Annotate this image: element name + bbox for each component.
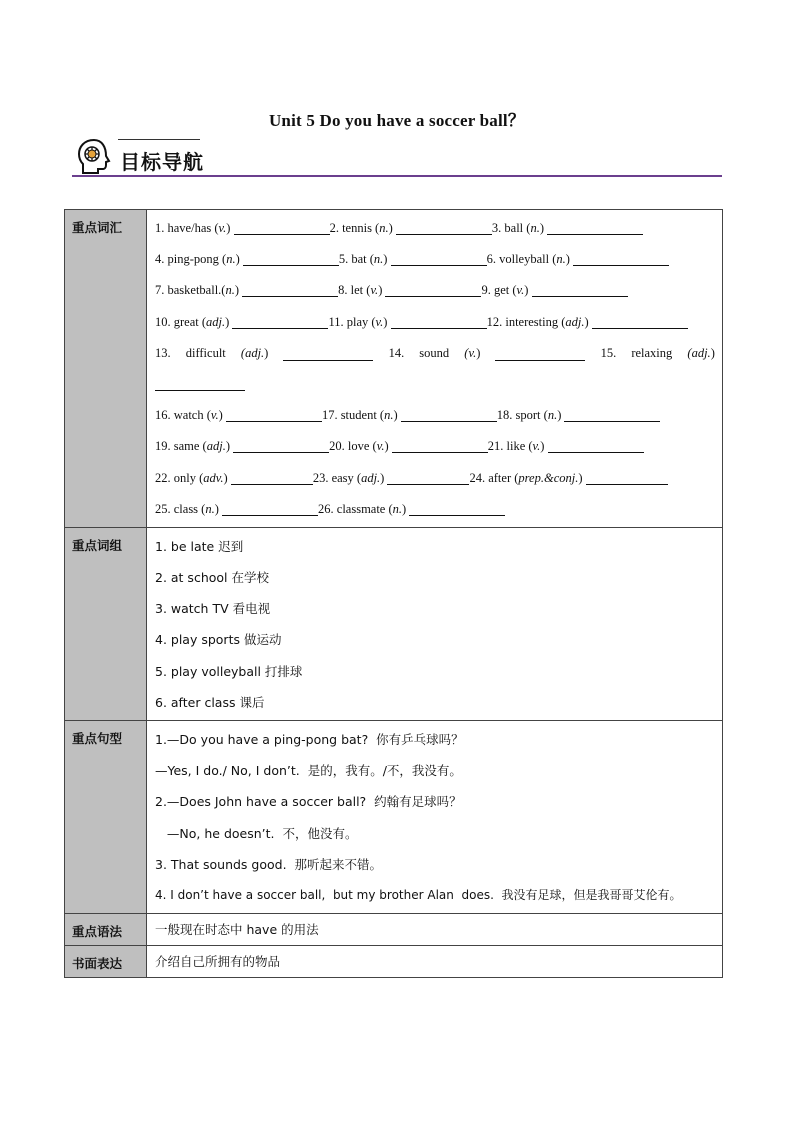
vocab-word: 11. play (	[328, 314, 376, 329]
sentence-item: 1.—Do you have a ping-pong bat? 你有乒乓球吗？	[155, 732, 464, 747]
sentence-item: —Yes, I do./ No, I don’t. 是的，我有。/不，我没有。	[155, 763, 462, 779]
vocab-part-of-speech: n.	[530, 221, 540, 235]
vocab-line	[155, 369, 715, 400]
answer-blank[interactable]	[231, 470, 313, 485]
vocab-word: 12. interesting (	[486, 314, 566, 329]
vocab-paren: )	[383, 252, 391, 267]
answer-blank[interactable]	[155, 376, 245, 391]
vocab-paren: )	[565, 252, 574, 267]
answer-blank[interactable]	[391, 251, 487, 266]
vocab-word: sound	[419, 345, 450, 360]
vocab-paren: )	[226, 221, 234, 235]
vocab-word: 26. classmate (	[318, 501, 393, 516]
vocab-word: 8. let (	[338, 283, 371, 298]
vocab-word: 17. student (	[321, 408, 385, 423]
vocab-part-of-speech: v.	[370, 283, 379, 298]
answer-blank[interactable]	[385, 282, 481, 297]
vocab-word: 14.	[388, 345, 405, 360]
answer-blank[interactable]	[392, 438, 488, 453]
vocab-item	[487, 244, 669, 275]
answer-blank[interactable]	[243, 251, 339, 266]
vocab-paren: (v.)	[464, 345, 481, 360]
vocab-word: 23. easy (	[312, 470, 362, 485]
vocab-line	[155, 307, 715, 338]
vocab-part-of-speech: adj.	[206, 439, 226, 454]
vocab-paren: )	[384, 439, 392, 454]
vocab-item	[469, 463, 667, 494]
grammar-label: 重点语法	[65, 914, 147, 946]
answer-blank[interactable]	[283, 346, 373, 361]
writing-row	[65, 946, 723, 978]
answer-blank[interactable]	[226, 407, 322, 422]
vocab-line	[155, 431, 715, 462]
vocab-part-of-speech: v.	[375, 314, 384, 329]
vocab-paren: )	[235, 252, 243, 267]
vocab-item	[155, 400, 322, 431]
vocab-part-of-speech: n.	[225, 283, 235, 298]
vocab-part-of-speech: n.	[205, 501, 215, 516]
answer-blank[interactable]	[234, 220, 330, 235]
vocab-item	[488, 431, 644, 462]
vocab-word: 19. same (	[155, 439, 207, 454]
phrase-item: 3. watch TV 看电视	[155, 601, 271, 617]
vocab-item	[313, 463, 470, 494]
vocab-item	[492, 213, 643, 244]
vocab-word: difficult	[185, 345, 226, 360]
vocab-item	[497, 400, 661, 431]
vocab-item	[481, 275, 627, 306]
vocab-part-of-speech: v.	[516, 283, 525, 298]
vocab-word: 3. ball (	[491, 221, 531, 235]
vocab-paren: (adj.)	[240, 345, 269, 360]
vocab-line	[155, 400, 715, 431]
vocab-word: 15.	[600, 345, 617, 360]
vocab-item	[318, 494, 505, 525]
vocab-paren: )	[225, 314, 233, 329]
writing-label: 书面表达	[65, 946, 147, 978]
answer-blank[interactable]	[242, 282, 338, 297]
vocab-word: 16. watch (	[155, 408, 211, 423]
sentences-label: 重点句型	[65, 721, 147, 914]
vocab-word: 25. class (	[155, 501, 206, 516]
vocab-paren: )	[378, 283, 386, 298]
vocab-content	[147, 210, 723, 528]
answer-blank[interactable]	[233, 438, 329, 453]
answer-blank[interactable]	[532, 282, 628, 297]
vocab-item	[487, 307, 688, 338]
writing-content: 介绍自己所拥有的物品	[147, 946, 723, 978]
phrase-item: 5. play volleyball 打排球	[155, 663, 303, 679]
vocab-word: 22. only (	[155, 470, 204, 485]
vocab-item	[155, 431, 329, 462]
answer-blank[interactable]	[387, 470, 469, 485]
vocab-item	[322, 400, 497, 431]
vocab-item	[329, 431, 488, 462]
sentence-item: —No, he doesn’t. 不，他没有。	[155, 825, 358, 841]
vocab-word: 21. like (	[487, 439, 533, 454]
vocab-paren: )	[539, 221, 548, 235]
vocab-paren: )	[218, 408, 226, 423]
vocab-item	[155, 213, 330, 244]
vocab-word: 9. get (	[481, 283, 517, 298]
answer-blank[interactable]	[232, 314, 328, 329]
sentence-item: 4. I don’t have a soccer ball, but my brother Alan does. 我没有足球，但是我哥哥艾伦有。	[155, 887, 682, 902]
vocab-paren: )	[383, 314, 391, 329]
sentences-content	[147, 721, 723, 914]
header-top-rule	[118, 139, 200, 140]
answer-blank[interactable]	[564, 407, 660, 422]
vocab-line	[155, 338, 715, 369]
vocab-item	[328, 307, 486, 338]
vocab-paren: )	[578, 470, 586, 485]
phrases-content	[147, 527, 723, 720]
vocab-paren: )	[540, 439, 548, 454]
vocab-word: 4. ping-pong (	[155, 252, 227, 267]
vocab-part-of-speech: n.	[379, 221, 389, 235]
vocab-part-of-speech: v.	[218, 221, 227, 235]
phrase-item: 6. after class 课后	[155, 694, 265, 710]
vocab-paren: )	[225, 439, 234, 454]
vocab-word: 13.	[155, 345, 171, 360]
head-gear-icon	[74, 137, 114, 177]
answer-blank[interactable]	[548, 438, 644, 453]
answer-blank[interactable]	[495, 346, 585, 361]
vocab-word: 18. sport (	[496, 408, 548, 423]
answer-blank[interactable]	[396, 220, 492, 235]
section-header	[72, 134, 722, 180]
vocab-item	[155, 463, 313, 494]
vocab-part-of-speech: adv.	[203, 470, 224, 485]
summary-table	[64, 209, 723, 978]
answer-blank[interactable]	[391, 314, 487, 329]
phrase-item: 2. at school 在学校	[155, 570, 269, 586]
vocab-paren: )	[223, 470, 231, 485]
vocab-paren: )	[393, 408, 401, 423]
answer-blank[interactable]	[586, 470, 668, 485]
vocab-part-of-speech: n.	[392, 501, 403, 516]
vocab-row	[65, 210, 723, 528]
vocab-line	[155, 213, 715, 244]
phrase-item: 4. play sports 做运动	[155, 632, 282, 648]
answer-blank[interactable]	[401, 407, 497, 422]
vocab-word: 1. have/has (	[155, 221, 219, 235]
vocab-part-of-speech: adj.	[206, 314, 226, 329]
vocab-item	[330, 213, 492, 244]
vocab-item	[155, 494, 318, 525]
vocab-paren: )	[584, 314, 592, 329]
answer-blank[interactable]	[547, 220, 643, 235]
phrase-item: 1. be late 迟到	[155, 538, 244, 554]
phrases-row	[65, 527, 723, 720]
vocab-item	[155, 244, 339, 275]
answer-blank[interactable]	[592, 314, 688, 329]
vocab-part-of-speech: n.	[556, 252, 566, 267]
vocab-paren: )	[388, 221, 396, 235]
vocab-paren: )	[557, 408, 565, 423]
sentence-item: 2.—Does John have a soccer ball? 约翰有足球吗？	[155, 794, 462, 810]
answer-blank[interactable]	[573, 251, 669, 266]
vocab-line	[155, 275, 715, 306]
vocab-part-of-speech: v.	[532, 439, 541, 454]
vocab-paren: )	[402, 501, 410, 516]
page-title: Unit 5 Do you have a soccer ball？	[268, 111, 526, 130]
grammar-content: 一般现在时态中 have 的用法	[147, 914, 723, 946]
vocab-paren: (adj.)	[687, 345, 715, 360]
vocab-part-of-speech: v.	[376, 439, 385, 454]
vocab-label: 重点词汇	[65, 210, 147, 528]
vocab-item	[338, 275, 481, 306]
vocab-word: 24. after (	[469, 470, 519, 485]
vocab-word: 6. volleyball (	[486, 252, 557, 267]
vocab-part-of-speech: n.	[547, 408, 558, 423]
vocab-item	[155, 275, 338, 306]
vocab-paren: )	[214, 501, 223, 516]
vocab-part-of-speech: n.	[373, 252, 384, 267]
sentence-item: 3. That sounds good. 那听起来不错。	[155, 856, 383, 872]
vocab-part-of-speech: v.	[210, 408, 219, 423]
vocab-paren: )	[380, 470, 388, 485]
vocab-paren: )	[234, 283, 243, 298]
vocab-word: relaxing	[631, 345, 673, 360]
vocab-part-of-speech: n.	[384, 408, 394, 423]
vocab-word: 5. bat (	[338, 252, 374, 267]
answer-blank[interactable]	[222, 501, 318, 516]
vocab-part-of-speech: prep.&conj.	[518, 470, 579, 485]
header-divider	[72, 175, 722, 177]
vocab-part-of-speech: adj.	[361, 470, 381, 485]
section-title: 目标导航	[120, 150, 204, 174]
vocab-item	[339, 244, 487, 275]
vocab-word: 7. basketball.(	[155, 283, 226, 298]
answer-blank[interactable]	[409, 501, 505, 516]
vocab-part-of-speech: adj.	[565, 314, 585, 329]
vocab-paren: )	[524, 283, 532, 298]
vocab-word: 20. love (	[329, 439, 377, 454]
vocab-item	[155, 307, 328, 338]
vocab-line	[155, 244, 715, 275]
phrases-label: 重点词组	[65, 527, 147, 720]
grammar-row	[65, 914, 723, 946]
vocab-word: 10. great (	[155, 314, 207, 329]
sentences-row	[65, 721, 723, 914]
vocab-word: 2. tennis (	[329, 221, 380, 235]
vocab-line	[155, 463, 715, 494]
vocab-line	[155, 494, 715, 525]
vocab-part-of-speech: n.	[226, 252, 236, 267]
